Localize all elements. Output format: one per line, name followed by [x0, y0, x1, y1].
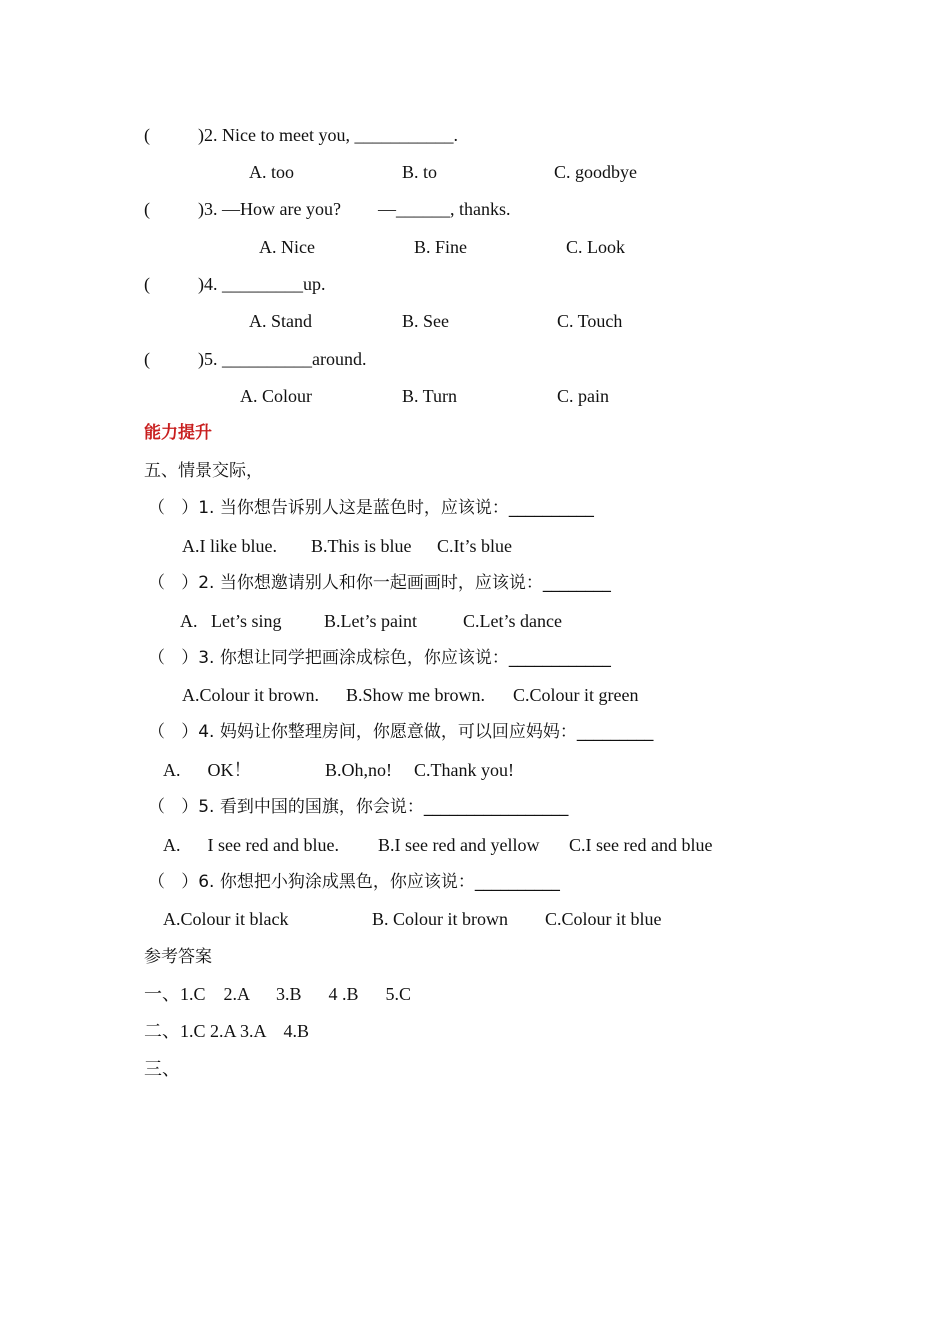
- q4-option-b: B. See: [402, 311, 449, 331]
- answer-line-3: 三、: [144, 1059, 180, 1079]
- q2-option-a: A. too: [249, 162, 294, 182]
- situation-5-option-b: B.I see red and yellow: [378, 835, 540, 855]
- q2-option-c: C. goodbye: [554, 162, 637, 182]
- situation-2-question: （ ）2. 当你想邀请别人和你一起画画时，应该说：________: [148, 573, 611, 593]
- situation-2-option-c: C.Let’s dance: [463, 611, 562, 631]
- q4-stem: )4. _________up.: [198, 274, 326, 294]
- q3-option-b: B. Fine: [414, 237, 468, 257]
- q5-option-c: C. pain: [557, 386, 609, 406]
- situation-1-option-b: B.This is blue: [311, 536, 412, 556]
- situation-6-option-c: C.Colour it blue: [545, 909, 662, 929]
- q3-reply: —______, thanks.: [378, 199, 511, 219]
- situation-4-question: （ ）4. 妈妈让你整理房间，你愿意做，可以回应妈妈：_________: [148, 722, 654, 742]
- q5-option-a: A. Colour: [240, 386, 312, 406]
- q4-paren: (: [144, 274, 150, 294]
- situation-1-option-a: A.I like blue.: [182, 536, 277, 556]
- answer-line-1: 一、1.C 2.A 3.B 4 .B 5.C: [144, 984, 412, 1004]
- situation-3-option-a: A.Colour it brown.: [182, 685, 319, 705]
- q2-option-b: B. to: [402, 162, 438, 182]
- q3-paren: (: [144, 199, 150, 219]
- answers-title: 参考答案: [144, 947, 212, 967]
- q2-stem: )2. Nice to meet you, ___________.: [198, 125, 458, 145]
- q3-option-a: A. Nice: [259, 237, 315, 257]
- q5-stem: )5. __________around.: [198, 349, 367, 369]
- situation-5-option-c: C.I see red and blue: [569, 835, 713, 855]
- q2-paren: (: [144, 125, 150, 145]
- q5-paren: (: [144, 349, 150, 369]
- ability-heading: 能力提升: [144, 423, 212, 443]
- situation-2-option-b: B.Let’s paint: [324, 611, 417, 631]
- q5-option-b: B. Turn: [402, 386, 458, 406]
- situation-6-option-b: B. Colour it brown: [372, 909, 509, 929]
- situation-1-question: （ ）1. 当你想告诉别人这是蓝色时，应该说：__________: [148, 498, 594, 518]
- situation-4-option-c: C.Thank you!: [414, 760, 514, 780]
- q3-stem: )3. —How are you?: [198, 199, 341, 219]
- situation-5-question: （ ）5. 看到中国的国旗，你会说：_________________: [148, 797, 569, 817]
- q3-option-c: C. Look: [566, 237, 626, 257]
- situation-1-option-c: C.It’s blue: [437, 536, 512, 556]
- q4-option-a: A. Stand: [249, 311, 312, 331]
- answer-line-2: 二、1.C 2.A 3.A 4.B: [144, 1021, 310, 1041]
- situation-5-option-a: A. I see red and blue.: [163, 835, 339, 855]
- situation-4-option-b: B.Oh,no!: [325, 760, 392, 780]
- situation-6-option-a: A.Colour it black: [163, 909, 289, 929]
- situation-6-question: （ ）6. 你想把小狗涂成黑色，你应该说：__________: [148, 872, 560, 892]
- q4-option-c: C. Touch: [557, 311, 623, 331]
- situation-3-option-c: C.Colour it green: [513, 685, 639, 705]
- situation-3-option-b: B.Show me brown.: [346, 685, 485, 705]
- situation-4-option-a: A. OK！: [163, 760, 252, 780]
- situation-2-option-a: A. Let’s sing: [180, 611, 282, 631]
- situation-3-question: （ ）3. 你想让同学把画涂成棕色，你应该说：____________: [148, 648, 611, 668]
- section5-title: 五、情景交际，: [144, 461, 263, 481]
